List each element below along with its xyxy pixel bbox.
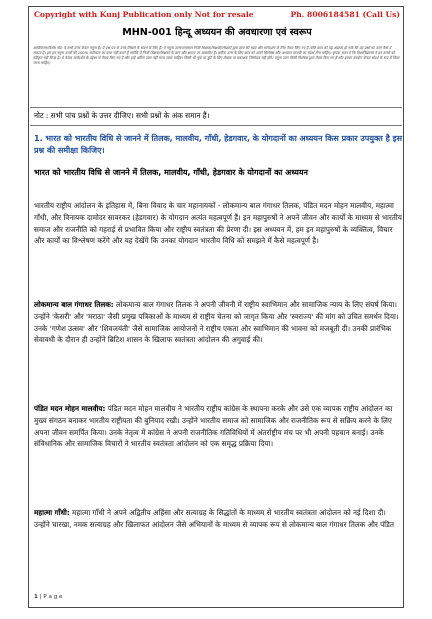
page-number: 1: [34, 594, 38, 600]
question-text: 1. भारत को भारतीय विधि से जानने में तिलक, मालवीय, गाँधी, हेडगवार, के योगदानों का अध्ययन किस प्रकार उपयुक्त है इस प्रश्न की समीक्षा किजिए।: [34, 134, 402, 155]
malviya-label: पंडित मदन मोहन मालवीय:: [34, 404, 106, 413]
answer-heading: भारत को भारतीय विधि से जानने में तिलक, मालवीय, गाँधी, हेडगवार के योगदानों का अध्ययन: [34, 168, 308, 177]
malviya-paragraph: [34, 403, 402, 499]
page-label: | P a g e: [39, 594, 63, 600]
gandhi-paragraph: [34, 507, 402, 555]
copyright-text: Copyright with Kunj Publication only Not for resale: [34, 10, 254, 19]
tilak-label: लोकमान्य बाल गंगाधर तिलक:: [34, 300, 114, 309]
copyright-watermark: [34, 10, 400, 19]
contact-phone: Ph. 8006184581 (Call Us): [290, 10, 400, 19]
page-footer: [34, 594, 62, 600]
tilak-paragraph: [34, 299, 402, 395]
document-title: MHN-001 हिन्दू अध्ययन की अवधारणा एवं स्वरूप: [122, 27, 312, 38]
malviya-text: पंडित मदन मोहन मालवीय ने भारतीय राष्ट्रीय कांग्रेस के स्थापना करके और उसे एक व्यापक राष्ट्रीय आंदोलन का मुख्य संगठन बनाकर भारतीय राष्ट्रीयता की बुनियाद रखी। उन्होंने भारतीय समाज को सामाजिक और राजनीतिक रूप से सक्रिय करने के लिए अपना जीवन समर्पित किया। उनके नेतृत्व में कांग्रेस ने अपनी राजनीतिक गतिविधियों में अंतर्राष्ट्रीय मंच पर भी अपनी पहचान बनाई। उनके संविधानिक और सामाजिक विचारों ने भारतीय स्वतंत्रता आंदोलन को एक समृद्ध प्रक्रिया दिया।: [34, 404, 393, 449]
tilak-text: लोकमान्य बाल गंगाधर तिलक ने अपनी जीवनी में राष्ट्रीय स्वाभिमान और सामाजिक न्याय के लिए संघर्ष किया। उन्होंने 'केसरी' और 'मराठा' जैसी प्रमुख पत्रिकाओं के माध्यम से राष्ट्रीय चेतना को जागृत किया और 'स्वराज्य' की मांग को उचित समर्थन दिया। उनके 'गणेश उत्सव' और 'शिवजयंती' जैसे सामाजिक आयोजनों ने राष्ट्रीय एकता और स्वाभिमान की भावना को मजबूती दी। उनकी प्रारंभिक सेवावधी के दौरान ही उन्होंने ब्रिटिश शासन के खिलाफ स्वतंत्रता आंदोलन की अगुवाई की।: [34, 300, 399, 345]
divider-line: [30, 107, 402, 108]
gandhi-text: महात्मा गाँधी ने अपने अद्वितीय अहिंसा और सत्याग्रह के सिद्धांतों के माध्यम से भारतीय स्वतंत्रता आंदोलन को नई दिशा दी। उन्होंने चारखा, नमक सत्याग्रह और खिलाफत आंदोलन जैसे अभियानों के माध्यम से व्यापक रूप से लोकमान्य बाल गंगाधर तिलक और पंडित: [34, 508, 394, 529]
intro-paragraph: भारतीय राष्ट्रीय आंदोलन के इतिहास में, बिना विवाद के चार महानायकों - लोकमान्य बाल गंगाधर तिलक, पंडित मदन मोहन मालवीय, महात्मा गाँधी, और विनायक दामोदर सावरकर (हेडगवार) के योगदान अत्यंत महत्वपूर्ण हैं। इन महापुरुषों ने अपने जीवन और कार्यों के माध्यम से भारतीय समाज और राजनीति को गहराई से प्रभावित किया और राष्ट्रीय स्वतंत्रता की प्रेरणा दी। इस अध्ययन में, हम इन महापुरुषों के व्यक्तित्व, विचार और कार्यों का विश्लेषण करेंगे और यह देखेंगे कि उनका योगदान भारतीय विधि को समझने में कैसे महत्वपूर्ण है।: [34, 201, 402, 246]
exam-note: नोट : सभी पांच प्रश्नों के उत्तर दीजिए। सभी प्रश्नों के अंक समान हैं।: [34, 111, 210, 120]
disclaimer-text: अस्वीकरण/विशेष नोट: ये सभी उत्तर केवल नमूना हैं। ये प्रश्न पत्र के उत्तर लिखने के संदर्भ के लिए हैं। ये नमूना उत्तर/समाधान निजी शिक्षक/शिक्षकों/लेखकों द्वारा छात्र की मदद और मार्गदर्शन के लिए तैयार किए गए हैं ताकि छात्र को यह अंदाजा हो सके कि वह प्रश्नों का उत्तर कैसे दे सकता है। हम इन नमूना उत्तरों की 100% सटीकता का दावा नहीं करते हैं क्योंकि ये निजी शिक्षक/शिक्षकों के ज्ञान और क्षमता पर आधारित हैं। सटीक उत्तर के लिए छात्र को अपने सिलेबस और अध्ययन सामग्री का संदर्भ लेना चाहिए। कृपया ध्यान दें कि विश्वविद्यालय ने इन उत्तरों को स्वीकृत नहीं किया है। ये केवल मार्गदर्शन के उद्देश्य से तैयार किए गए हैं और इन्हें अंतिम उत्तर नहीं माना जाना चाहिए। किसी भी चूक या त्रुटि के लिए लेखक या प्रकाशक जिम्मेदार नहीं होंगे। नमूना उत्तर किसी विशेषज्ञ द्वारा तैयार किए गए हैं और इनका उपयोग केवल संदर्भ के रूप में किया जाना चाहिए।: [33, 46, 400, 65]
gandhi-label: महात्मा गाँधी:: [34, 508, 70, 517]
divider-line: [30, 125, 402, 126]
